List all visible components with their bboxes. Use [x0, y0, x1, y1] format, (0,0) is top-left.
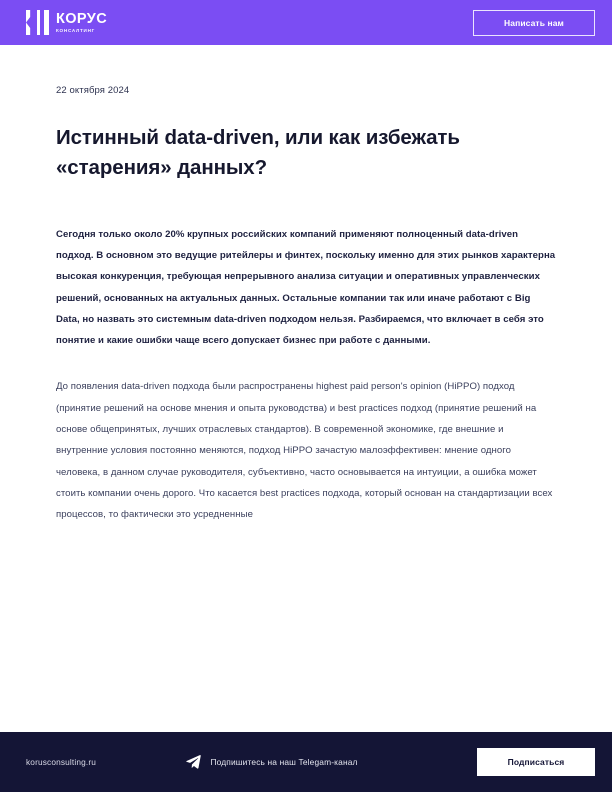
contact-us-button[interactable]: Написать нам [473, 10, 595, 36]
korus-logo-icon [26, 10, 49, 35]
site-header [0, 0, 612, 45]
article-content [0, 45, 612, 732]
footer-telegram-text: Подпишитесь на наш Telegam-канал [210, 757, 358, 767]
footer-site-link[interactable]: korusconsulting.ru [26, 757, 97, 767]
article-body-paragraph: До появления data-driven подхода были распространены highest paid person's opinion (HiPPO) подход (принятие решений на основе мнения и опыта руководства) и best practices подход (принятие решений на основе общепринятых, лучших отраслевых стандартов). В современной экономике, где внешние и внутренние условия постоянно меняются, подход HiPPO зачастую малоэффективен: мнение одного человека, в данном случае руководителя, субъективно, часто основывается на интуиции, а ошибка может стоить компании очень дорого. Что касается best practices подхода, который основан на стандартизации всех процессов, то фактически это усредненные [56, 381, 553, 521]
footer-telegram-promo [96, 755, 477, 769]
brand-subtitle: КОНСАЛТИНГ [56, 27, 96, 33]
subscribe-button[interactable]: Подписаться [477, 748, 595, 776]
page-title: Истинный data-driven, или как избежать «старения» данных? [56, 126, 460, 180]
brand-logo[interactable] [26, 10, 107, 35]
brand-wordmark [56, 12, 107, 34]
site-footer [0, 732, 612, 792]
publish-date: 22 октября 2024 [56, 85, 130, 96]
article-lead-paragraph: Сегодня только около 20% крупных российских компаний применяют полноценный data-driven подход. В основном это ведущие ритейлеры и финтех, поскольку именно для этих рынков характерна высокая конкуренция, требующая непрерывного анализа ситуации и оперативных управленческих решений, основанных на актуальных данных. Остальные компании так или иначе работают с Big Data, но назвать это системным data-driven подходом нельзя. Разбираемся, что включает в себя это понятие и какие ошибки чаще всего допускает бизнес при работе с данными. [56, 228, 556, 347]
brand-name: КОРУС [56, 10, 108, 27]
telegram-paper-plane-icon [185, 755, 201, 769]
